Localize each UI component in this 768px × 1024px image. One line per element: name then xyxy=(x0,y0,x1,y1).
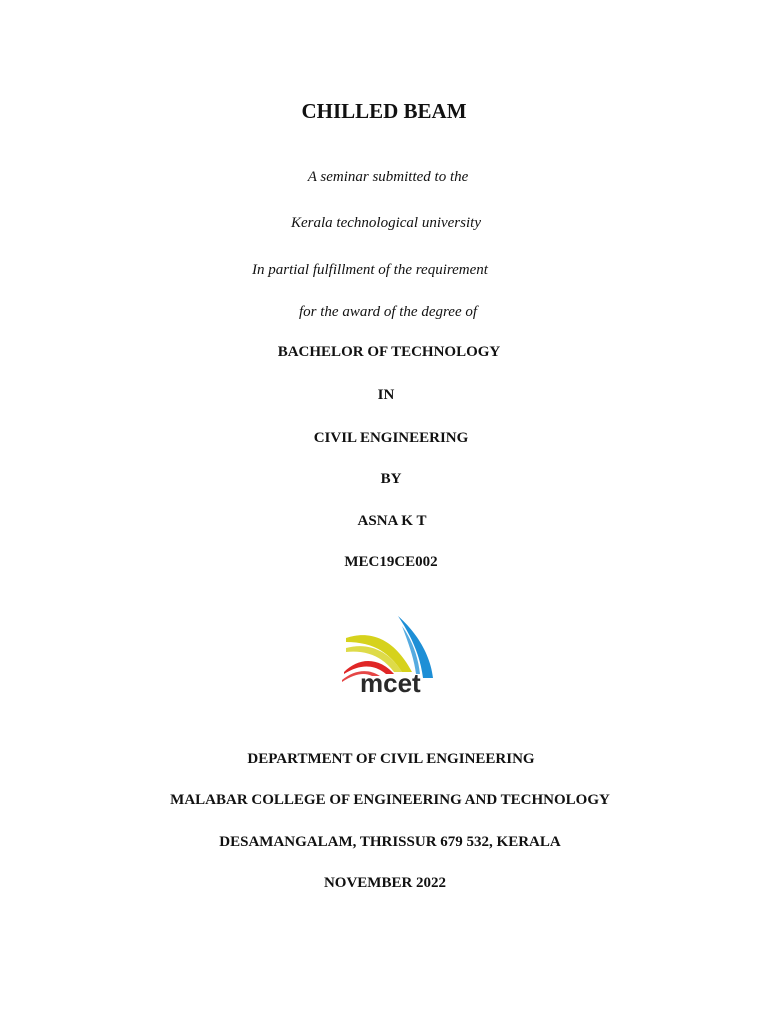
roll-number: MEC19CE002 xyxy=(344,554,438,570)
branch: CIVIL ENGINEERING xyxy=(313,430,469,446)
logo-text: mcet xyxy=(360,668,421,696)
college-address: DESAMANGALAM, THRISSUR 679 532, KERALA xyxy=(219,834,561,850)
intro-line-1: A seminar submitted to the xyxy=(307,169,469,185)
intro-line-3: In partial fulfillment of the requirement xyxy=(252,262,488,278)
degree: BACHELOR OF TECHNOLOGY xyxy=(277,344,501,360)
intro-line-2: Kerala technological university xyxy=(291,215,481,231)
by-label: BY xyxy=(380,471,402,487)
intro-line-4: for the award of the degree of xyxy=(298,304,478,320)
in-label: IN xyxy=(377,387,395,403)
submission-date: NOVEMBER 2022 xyxy=(323,875,447,891)
college-name: MALABAR COLLEGE OF ENGINEERING AND TECHNOLOGY xyxy=(170,792,610,808)
seminar-title: CHILLED BEAM xyxy=(301,99,467,123)
department: DEPARTMENT OF CIVIL ENGINEERING xyxy=(247,751,535,767)
author-name: ASNA K T xyxy=(357,513,427,529)
college-logo xyxy=(336,612,442,696)
